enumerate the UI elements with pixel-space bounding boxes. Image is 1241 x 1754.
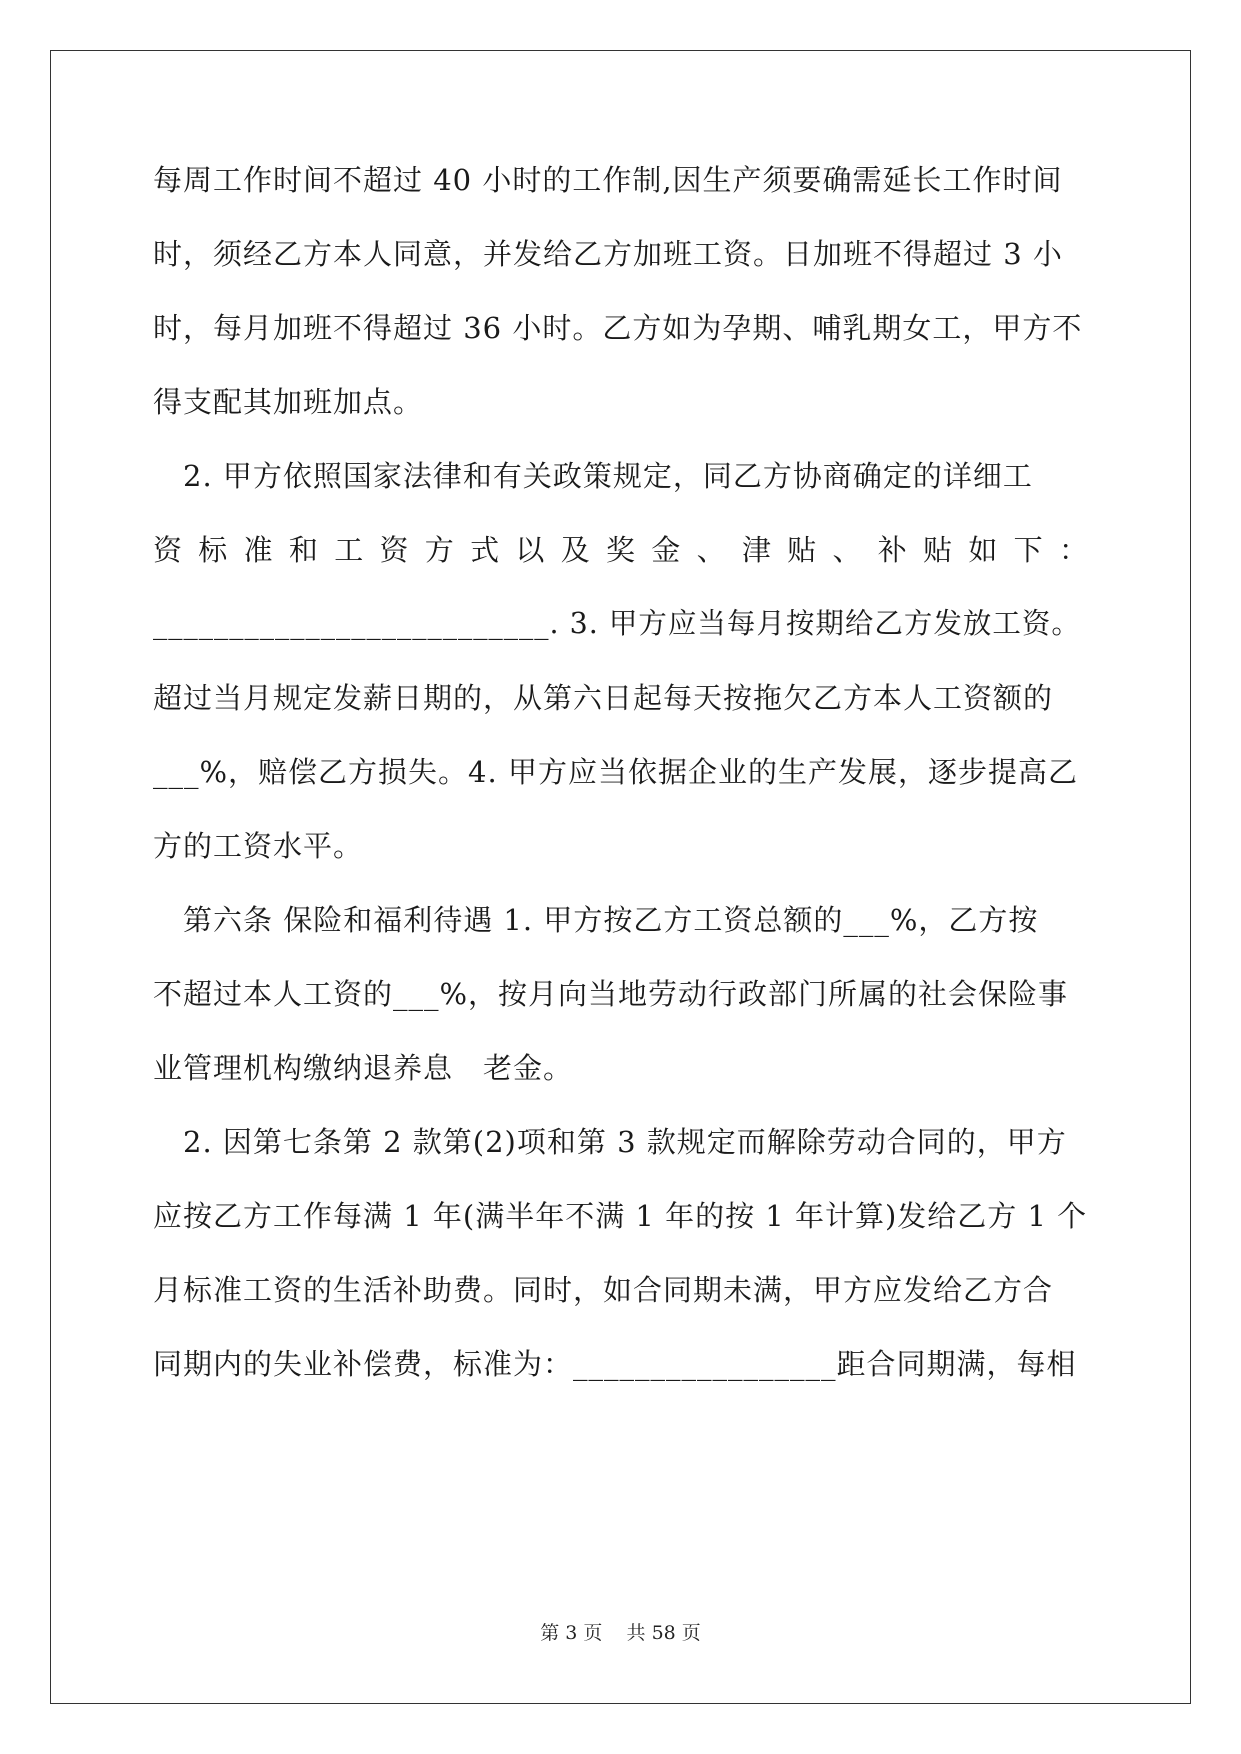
text-line: 得支配其加班加点。	[153, 385, 424, 419]
text-line: 第六条 保险和福利待遇 1. 甲方按乙方工资总额的___%，乙方按	[153, 903, 1039, 937]
text-line: 2. 甲方依照国家法律和有关政策规定，同乙方协商确定的详细工	[153, 459, 1033, 493]
text-line: 每周工作时间不超过 40 小时的工作制,因生产须要确需延长工作时间	[153, 163, 1063, 197]
text-line: ___%，赔偿乙方损失。4. 甲方应当依据企业的生产发展，逐步提高乙	[153, 755, 1078, 789]
text-line: 时，每月加班不得超过 36 小时。乙方如为孕期、哺乳期女工，甲方不	[153, 311, 1083, 345]
text-line: 应按乙方工作每满 1 年(满半年不满 1 年的按 1 年计算)发给乙方 1 个	[153, 1199, 1088, 1233]
text-line: 方的工资水平。	[153, 829, 364, 863]
text-line: 不超过本人工资的___%，按月向当地劳动行政部门所属的社会保险事	[153, 977, 1069, 1011]
text-line: 同期内的失业补偿费，标准为：_________________距合同期满，每相	[153, 1347, 1077, 1381]
page-footer	[0, 1618, 1241, 1645]
text-line: __________________________. 3. 甲方应当每月按期给乙方发放工资。	[153, 607, 1081, 640]
text-line: 资标准和工资方式以及奖金、津贴、补贴如下：	[153, 533, 1088, 567]
page-total: 共 58 页	[626, 1622, 701, 1644]
text-line: 时，须经乙方本人同意，并发给乙方加班工资。日加班不得超过 3 小	[153, 237, 1063, 271]
text-line: 超过当月规定发薪日期的，从第六日起每天按拖欠乙方本人工资额的	[153, 681, 1054, 715]
text-line: 业管理机构缴纳退养息 老金。	[153, 1051, 574, 1085]
text-line: 2. 因第七条第 2 款第(2)项和第 3 款规定而解除劳动合同的，甲方	[153, 1125, 1067, 1159]
page-number: 第 3 页	[540, 1622, 603, 1644]
page-border	[50, 50, 1191, 1704]
text-line: 月标准工资的生活补助费。同时，如合同期未满，甲方应发给乙方合	[153, 1273, 1054, 1307]
